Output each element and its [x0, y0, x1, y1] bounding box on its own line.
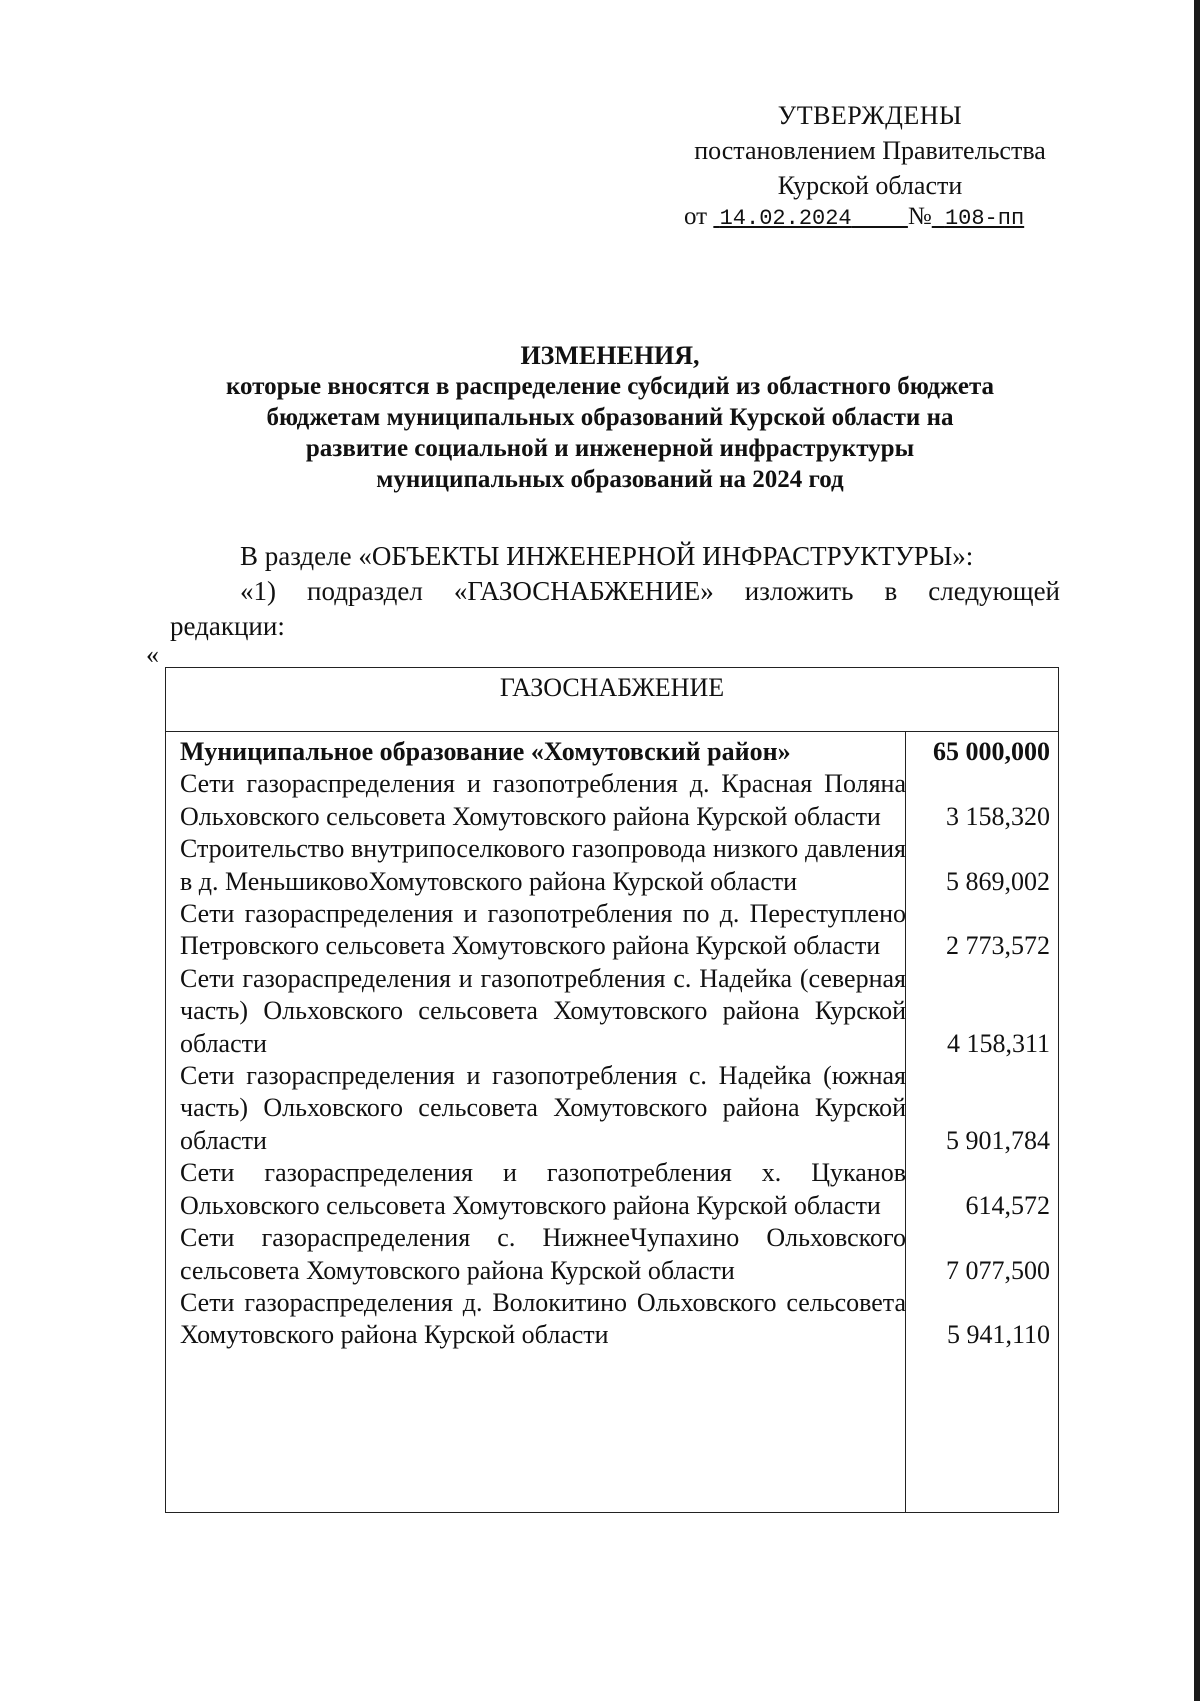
table-row: [166, 1287, 1058, 1352]
municipality-row: [166, 736, 1058, 768]
scan-edge: [1194, 0, 1200, 1701]
title-main: ИЗМЕНЕНИЯ,: [520, 341, 700, 370]
object-name: Сети газораспределения и газопотребления с. Надейка (южная часть) Ольховского сельсовета Хомутовского района Курской области: [180, 1061, 906, 1155]
object-name: Сети газораспределения и газопотребления д. Красная Поляна Ольховского сельсовета Хомутовского района Курской области: [180, 769, 906, 831]
object-name: Сети газораспределения и газопотребления с. Надейка (северная часть) Ольховского сельсовета Хомутовского района Курской области: [180, 963, 906, 1058]
object-name: Строительство внутрипоселкового газопровода низкого давления в д. МеньшиковоХомутовского района Курской области: [180, 834, 906, 896]
object-name: Сети газораспределения и газопотребления по д. Переступлено Петровского сельсовета Хомутовского района Курской области: [180, 899, 906, 961]
object-amount: 2 773,572: [946, 931, 1050, 961]
object-amount: 3 158,320: [946, 801, 1050, 831]
approval-number-sign: №: [907, 203, 932, 230]
table-row: [166, 1060, 1058, 1157]
approval-heading: УТВЕРЖДЕНЫ: [777, 101, 963, 130]
object-name: Сети газораспределения и газопотребления х. Цуканов Ольховского сельсовета Хомутовского района Курской области: [180, 1158, 906, 1220]
title-line-1: которые вносятся в распределение субсидий из областного бюджета: [225, 373, 995, 400]
title-line-3: развитие социальной и инженерной инфраструктуры: [305, 435, 915, 462]
approval-reference: [684, 203, 1024, 231]
open-quote-mark: «: [146, 640, 159, 669]
object-amount: 614,572: [965, 1190, 1050, 1220]
table-row: [166, 898, 1058, 963]
gas-supply-table: [165, 667, 1059, 1513]
table-row: [166, 963, 1058, 1060]
object-amount: 5 941,110: [946, 1320, 1050, 1350]
document-title: [160, 340, 1060, 495]
approval-date: 14.02.2024: [719, 206, 852, 231]
object-amount: 7 077,500: [946, 1255, 1050, 1285]
table-rows: [166, 736, 1058, 1352]
approval-date-underline: [713, 203, 908, 230]
intro-section: В разделе «ОБЪЕКТЫ ИНЖЕНЕРНОЙ ИНФРАСТРУКТУРЫ»:: [240, 541, 974, 571]
approval-block: [660, 98, 1080, 203]
title-line-2: бюджетам муниципальных образований Курской области на: [266, 404, 954, 431]
approval-prefix: от: [684, 203, 708, 230]
table-row: [166, 1222, 1058, 1287]
object-name: Сети газораспределения с. НижнееЧупахино Ольховского сельсовета Хомутовского района Курской области: [180, 1223, 906, 1285]
table-header: ГАЗОСНАБЖЕНИЕ: [166, 668, 1058, 732]
approval-number: 108-пп: [944, 206, 1025, 231]
table-row: [166, 768, 1058, 833]
object-amount: 4 158,311: [946, 1028, 1050, 1058]
object-name: Сети газораспределения д. Волокитино Ольховского сельсовета Хомутовского района Курской области: [180, 1287, 906, 1350]
approval-line-1: постановлением Правительства: [694, 136, 1046, 165]
intro-instruction: «1) подраздел «ГАЗОСНАБЖЕНИЕ» изложить в следующей редакции:: [170, 576, 1060, 641]
title-line-4: муниципальных образований на 2024 год: [376, 466, 844, 493]
table-row: [166, 1157, 1058, 1222]
table-row: [166, 833, 1058, 898]
object-amount: 5 901,784: [946, 1125, 1050, 1155]
municipality-total: 65 000,000: [933, 737, 1050, 766]
object-amount: 5 869,002: [946, 866, 1050, 896]
approval-line-2: Курской области: [777, 171, 963, 200]
municipality-name: Муниципальное образование «Хомутовский район»: [180, 737, 791, 766]
